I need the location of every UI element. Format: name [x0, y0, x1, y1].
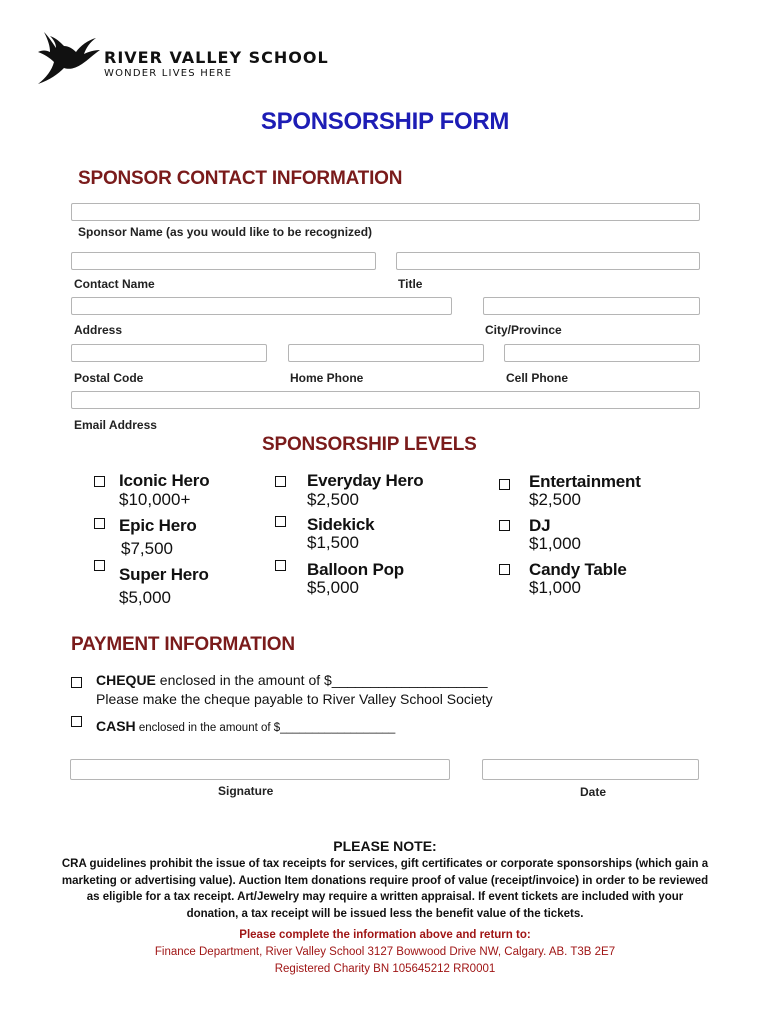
postal-code-field[interactable]: [71, 344, 267, 362]
cheque-line: [96, 672, 488, 688]
level-name-iconic-hero: Iconic Hero: [119, 471, 210, 490]
cash-amount-text: enclosed in the amount of $__________________: [135, 722, 396, 734]
return-title: Please complete the information above and return to:: [239, 929, 531, 941]
level-checkbox-everyday-hero[interactable]: [275, 476, 286, 487]
title-field[interactable]: [396, 252, 700, 270]
levels-heading: SPONSORSHIP LEVELS: [262, 434, 477, 455]
cash-checkbox[interactable]: [71, 716, 82, 727]
level-checkbox-dj[interactable]: [499, 520, 510, 531]
signature-field[interactable]: [70, 759, 450, 780]
level-checkbox-epic-hero[interactable]: [94, 518, 105, 529]
signature-label: Signature: [218, 784, 274, 798]
level-checkbox-candy-table[interactable]: [499, 564, 510, 575]
level-name-everyday-hero: Everyday Hero: [307, 471, 424, 490]
date-field[interactable]: [482, 759, 699, 780]
city-province-field[interactable]: [483, 297, 700, 315]
level-checkbox-super-hero[interactable]: [94, 560, 105, 571]
level-amount-entertainment: $2,500: [529, 490, 581, 509]
cheque-checkbox[interactable]: [71, 677, 82, 688]
contact-name-field[interactable]: [71, 252, 376, 270]
cheque-amount-text: enclosed in the amount of $____________________: [155, 672, 488, 688]
level-name-dj: DJ: [529, 516, 551, 535]
sponsor-name-label: Sponsor Name (as you would like to be recognized): [78, 225, 373, 239]
address-field[interactable]: [71, 297, 452, 315]
cheque-label: CHEQUE: [96, 672, 156, 688]
cash-line: [96, 718, 395, 734]
school-motto: WONDER LIVES HERE: [104, 68, 233, 79]
bird-icon: [36, 26, 102, 88]
payment-heading: PAYMENT INFORMATION: [71, 634, 295, 655]
contact-heading: SPONSOR CONTACT INFORMATION: [78, 168, 403, 189]
level-checkbox-sidekick[interactable]: [275, 516, 286, 527]
sponsor-name-field[interactable]: [71, 203, 700, 221]
home-phone-label: Home Phone: [290, 371, 364, 385]
level-amount-epic-hero: $7,500: [121, 539, 173, 558]
level-name-balloon-pop: Balloon Pop: [307, 560, 404, 579]
cash-label: CASH: [96, 718, 136, 734]
level-name-entertainment: Entertainment: [529, 472, 641, 491]
email-label: Email Address: [74, 418, 157, 432]
home-phone-field[interactable]: [288, 344, 484, 362]
charity-number: Registered Charity BN 105645212 RR0001: [274, 963, 496, 975]
level-amount-sidekick: $1,500: [307, 533, 359, 552]
note-title: PLEASE NOTE:: [333, 838, 437, 854]
level-name-candy-table: Candy Table: [529, 560, 627, 579]
note-body: CRA guidelines prohibit the issue of tax receipts for services, gift certificates or corporate sponsorships (which gain a marketing or advertising value). Auction Item donations require proof of value (receipt/invoice) in order to be reviewed as eligible for a tax receipt. Art/Jewelry may require a written appraisal. If event tickets are included with your donation, a tax receipt will be issued less the benefit value of the tickets.: [61, 858, 709, 920]
cheque-payable-note: Please make the cheque payable to River Valley School Society: [96, 691, 493, 707]
level-checkbox-iconic-hero[interactable]: [94, 476, 105, 487]
school-name: RIVER VALLEY SCHOOL: [104, 48, 329, 67]
contact-name-label: Contact Name: [74, 277, 155, 291]
level-amount-iconic-hero: $10,000+: [119, 490, 191, 509]
level-checkbox-balloon-pop[interactable]: [275, 560, 286, 571]
address-label: Address: [74, 323, 123, 337]
level-name-super-hero: Super Hero: [119, 565, 209, 584]
cell-phone-field[interactable]: [504, 344, 700, 362]
cell-phone-label: Cell Phone: [506, 371, 569, 385]
level-name-sidekick: Sidekick: [307, 515, 375, 534]
city-province-label: City/Province: [485, 323, 562, 337]
return-info: [0, 927, 770, 978]
level-amount-everyday-hero: $2,500: [307, 490, 359, 509]
level-amount-dj: $1,000: [529, 534, 581, 553]
level-checkbox-entertainment[interactable]: [499, 479, 510, 490]
date-label: Date: [580, 785, 607, 799]
level-name-epic-hero: Epic Hero: [119, 516, 197, 535]
email-field[interactable]: [71, 391, 700, 409]
title-label: Title: [398, 277, 423, 291]
level-amount-candy-table: $1,000: [529, 578, 581, 597]
page-title: SPONSORSHIP FORM: [260, 108, 510, 135]
level-amount-super-hero: $5,000: [119, 588, 171, 607]
return-address: Finance Department, River Valley School 3127 Bowwood Drive NW, Calgary. AB. T3B 2E7: [154, 946, 616, 958]
level-amount-balloon-pop: $5,000: [307, 578, 359, 597]
postal-code-label: Postal Code: [74, 371, 144, 385]
